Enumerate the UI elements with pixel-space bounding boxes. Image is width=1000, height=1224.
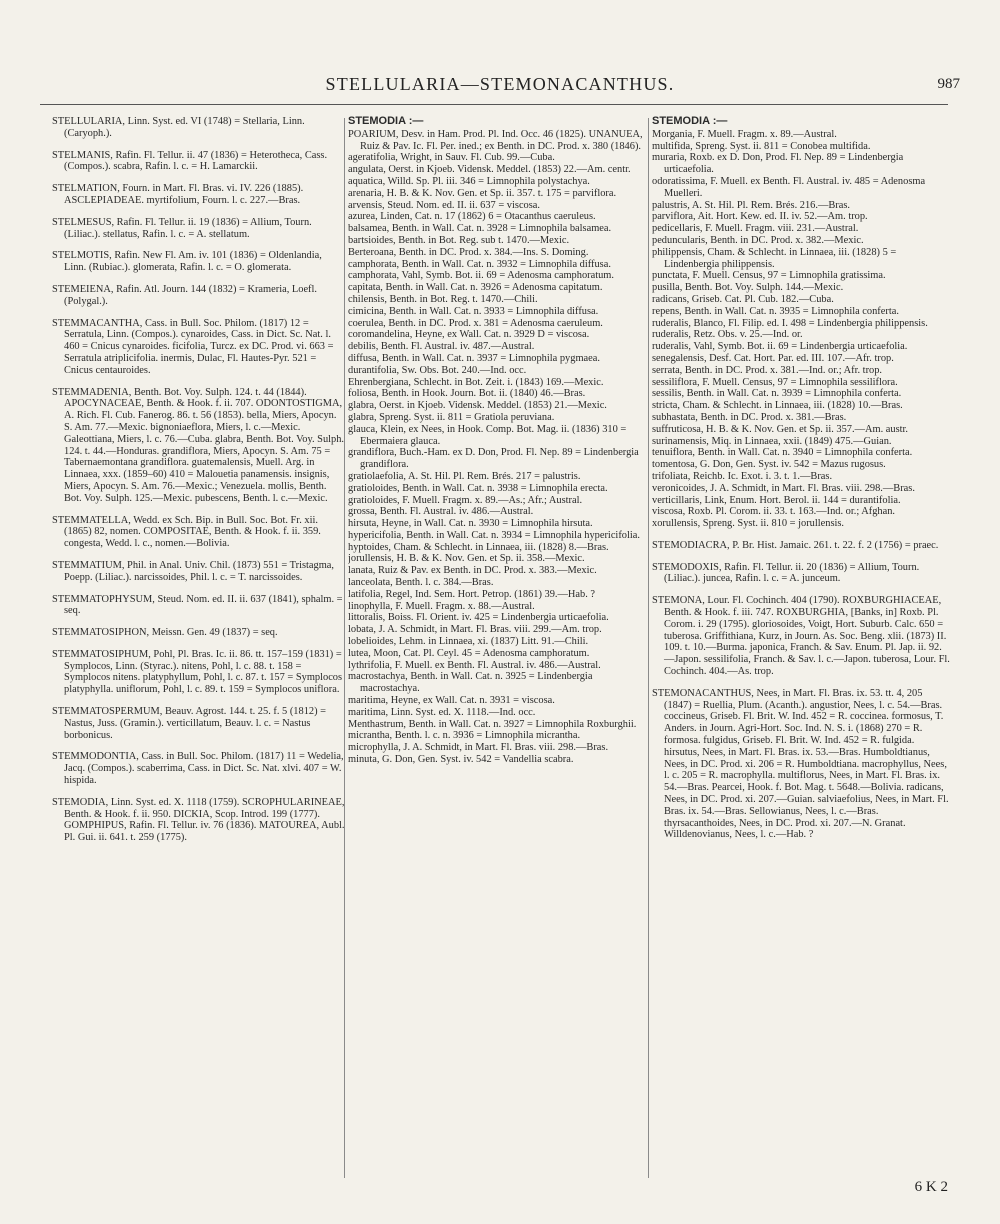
dictionary-entry: gratioloides, F. Muell. Fragm. x. 89.—As.; Afr.; Austral. [348,494,583,506]
dictionary-entry: aquatica, Willd. Sp. Pl. iii. 346 = Limnophila polystachya. [348,175,590,187]
dictionary-entry: hypericifolia, Benth. in Wall. Cat. n. 3934 = Limnophila hypericifolia. [348,529,640,541]
dictionary-entry: lutea, Moon, Cat. Pl. Ceyl. 45 = Adenosma camphoratum. [348,647,590,659]
dictionary-entry: STEMMATOSIPHUM, Pohl, Pl. Bras. Ic. ii. 86. tt. 157–159 (1831) = Symplocos, Linn. (Styrac.). nitens, Pohl, l. c. 88. t. 158 = Symplocos nitens. platyphyllum, Pohl, l. c. 87. t. 157 = Symplocos platyphylla. uniflorum, Pohl, l. c. 89. t. 159 = Symplocos uniflora. [52,648,343,696]
dictionary-entry: Berteroana, Benth. in DC. Prod. x. 384.—Ins. S. Doming. [348,246,589,258]
dictionary-entry: glabra, Oerst. in Kjoeb. Vidensk. Meddel. (1853) 21.—Mexic. [348,400,607,412]
header-rule [40,104,948,105]
dictionary-entry: stricta, Cham. & Schlecht. in Linnaea, iii. (1828) 10.—Bras. [652,400,903,412]
dictionary-entry: arvensis, Steud. Nom. ed. II. ii. 637 = viscosa. [348,199,540,211]
dictionary-entry: camphorata, Benth. in Wall. Cat. n. 3932 = Limnophila diffusa. [348,258,611,270]
page-header [40,74,960,104]
dictionary-entry: verticillaris, Link, Enum. Hort. Berol. ii. 144 = durantifolia. [652,494,901,506]
dictionary-entry: tomentosa, G. Don, Gen. Syst. iv. 542 = Mazus rugosus. [652,459,886,471]
dictionary-entry: azurea, Linden, Cat. n. 17 (1862) 6 = Otacanthus caeruleus. [348,211,596,223]
dictionary-entry: ruderalis, Blanco, Fl. Filip. ed. I. 498 = Lindenbergia philippensis. [652,317,928,329]
running-title: STELLULARIA—STEMONACANTHUS. [325,74,675,94]
dictionary-entry: philippensis, Cham. & Schlecht. in Linnaea, iii. (1828) 5 = Lindenbergia philippensis. [652,246,897,270]
dictionary-entry: STELLULARIA, Linn. Syst. ed. VI (1748) = Stellaria, Linn. (Caryoph.). [52,116,305,139]
dictionary-entry: STEMONA, Lour. Fl. Cochinch. 404 (1790). ROXBURGHIACEAE, Benth. & Hook. f. iii. 747. ROXBURGHIA, [Banks, in] Roxb. Pl. Corom. i. 29 (1795). gloriosoides, Voigt, Hort. Suburb. Calc. 650 = tuberosa. Griffithiana, Kurz, in Journ. As. Soc. Beng. xlii. (1873) II. 109. t. 10.—Burma. japonica, Franch. & Sav. Enum. Pl. Jap. ii. 92.—Japon. sessilifolia, Franch. & Sav. l. c.—Japon. tuberosa, Lour. Fl. Cochinch. 404.—As. trop. [652,595,950,678]
column-divider [648,118,649,1178]
dictionary-entry: viscosa, Roxb. Pl. Corom. ii. 33. t. 163.—Ind. or.; Afghan. [652,506,896,518]
dictionary-entry: parviflora, Ait. Hort. Kew. ed. II. iv. 52.—Am. trop. [652,211,868,223]
dictionary-entry: Menthastrum, Benth. in Wall. Cat. n. 3927 = Limnophila Roxburghii. [348,718,637,730]
dictionary-entry: trifoliata, Reichb. Ic. Exot. i. 3. t. 1.—Bras. [652,470,833,482]
dictionary-entry: gratioloides, Benth. in Wall. Cat. n. 3938 = Limnophila erecta. [348,482,608,494]
dictionary-entry: pusilla, Benth. Bot. Voy. Sulph. 144.—Mexic. [652,282,844,294]
dictionary-entry: senegalensis, Desf. Cat. Hort. Par. ed. III. 107.—Afr. trop. [652,352,894,364]
dictionary-entry: jorullensis, H. B. & K. Nov. Gen. et Sp. ii. 358.—Mexic. [348,553,585,565]
dictionary-entry: capitata, Benth. in Wall. Cat. n. 3926 = Adenosma capitatum. [348,282,603,294]
dictionary-entry: suffruticosa, H. B. & K. Nov. Gen. et Sp. ii. 357.—Am. austr. [652,423,908,435]
dictionary-entry: minuta, G. Don, Gen. Syst. iv. 542 = Vandellia scabra. [348,754,574,766]
dictionary-entry: STEMODIA, Linn. Syst. ed. X. 1118 (1759). SCROPHULARINEAE, Benth. & Hook. f. ii. 950. DICKIA, Scop. Introd. 199 (1777). GOMPHIPUS, Rafin. Fl. Tellur. iv. 76 (1836). MATOUREA, Aubl. Pl. Gui. ii. 641. t. 259 (1775). [52,796,345,844]
dictionary-entry: serrata, Benth. in DC. Prod. x. 381.—Ind. or.; Afr. trop. [652,364,883,376]
dictionary-entry: radicans, Griseb. Cat. Pl. Cub. 182.—Cuba. [652,293,834,305]
dictionary-entry: odoratissima, F. Muell. ex Benth. Fl. Austral. iv. 485 = Adenosma Muelleri. [652,175,926,199]
dictionary-entry: lythrifolia, F. Muell. ex Benth. Fl. Austral. iv. 486.—Austral. [348,659,601,671]
dictionary-entry: STEMMACANTHA, Cass. in Bull. Soc. Philom. (1817) 12 = Serratula, Linn. (Compos.). cynaroides, Cass. in Dict. Sc. Nat. l. 460 = Cnicus cynaroides. ficifolia, Turcz. ex DC. Prod. vi. 663 = Serratula atriplicifolia. inermis, Dulac, Fl. Hautes-Pyr. 521 = Cnicus centauroides. [52,317,334,376]
column-2 [348,116,648,1186]
dictionary-entry: angulata, Oerst. in Kjoeb. Vidensk. Meddel. (1853) 22.—Am. centr. [348,164,631,176]
dictionary-entry: punctata, F. Muell. Census, 97 = Limnophila gratissima. [652,270,886,282]
dictionary-entry: debilis, Benth. Fl. Austral. iv. 487.—Austral. [348,341,535,353]
dictionary-entry: palustris, A. St. Hil. Pl. Rem. Brés. 216.—Bras. [652,199,851,211]
dictionary-entry: STEMMATOSIPHON, Meissn. Gen. 49 (1837) = seq. [52,627,278,639]
dictionary-entry: ruderalis, Vahl, Symb. Bot. ii. 69 = Lindenbergia urticaefolia. [652,341,908,353]
dictionary-entry: camphorata, Vahl, Symb. Bot. ii. 69 = Adenosma camphoratum. [348,270,614,282]
dictionary-entry: peduncularis, Benth. in DC. Prod. x. 382.—Mexic. [652,234,864,246]
column-heading: STEMODIA :— [652,116,728,127]
dictionary-entry: coromandelina, Heyne, ex Wall. Cat. n. 3929 D = viscosa. [348,329,590,341]
column-divider [344,118,345,1178]
dictionary-entry: grandiflora, Buch.-Ham. ex D. Don, Prod. Fl. Nep. 89 = Lindenbergia grandiflora. [348,447,639,471]
dictionary-entry: STEMMATIUM, Phil. in Anal. Univ. Chil. (1873) 551 = Tristagma, Poepp. (Liliac.). narcissoides, Phil. l. c. = T. narcissoides. [52,559,334,583]
dictionary-entry: chilensis, Benth. in Bot. Reg. t. 1470.—Chili. [348,293,538,305]
dictionary-entry: STELMESUS, Rafin. Fl. Tellur. ii. 19 (1836) = Allium, Tourn. (Liliac.). stellatus, Rafin. l. c. = A. stellatum. [52,216,312,240]
dictionary-entry: grossa, Benth. Fl. Austral. iv. 486.—Austral. [348,506,534,518]
dictionary-entry: hyptoides, Cham. & Schlecht. in Linnaea, iii. (1828) 8.—Bras. [348,541,609,553]
dictionary-entry: pedicellaris, F. Muell. Fragm. viii. 231.—Austral. [652,223,859,235]
dictionary-entry: diffusa, Benth. in Wall. Cat. n. 3937 = Limnophila pygmaea. [348,352,600,364]
dictionary-entry: foliosa, Benth. in Hook. Journ. Bot. ii. (1840) 46.—Bras. [348,388,586,400]
dictionary-entry: Ehrenbergiana, Schlecht. in Bot. Zeit. i. (1843) 169.—Mexic. [348,376,604,388]
dictionary-entry: subhastata, Benth. in DC. Prod. x. 381.—Bras. [652,411,847,423]
dictionary-entry: latifolia, Regel, Ind. Sem. Hort. Petrop. (1861) 39.—Hab. ? [348,588,596,600]
dictionary-entry: STELMOTIS, Rafin. New Fl. Am. iv. 101 (1836) = Oldenlandia, Linn. (Rubiac.). glomerata, Rafin. l. c. = O. glomerata. [52,250,322,274]
dictionary-entry: ageratifolia, Wright, in Sauv. Fl. Cub. 99.—Cuba. [348,152,555,164]
dictionary-entry: STEMMATOSPERMUM, Beauv. Agrost. 144. t. 25. f. 5 (1812) = Nastus, Juss. (Gramin.). verticillatum, Beauv. l. c. = Nastus borbonicus. [52,706,327,741]
column-3 [652,116,952,1186]
dictionary-entry: STEMMATOPHYSUM, Steud. Nom. ed. II. ii. 637 (1841), sphalm. = seq. [52,593,343,617]
dictionary-entry: POARIUM, Desv. in Ham. Prod. Pl. Ind. Occ. 46 (1825). UNANUEA, Ruiz & Pav. Ic. Fl. Per. ined.; ex Benth. in DC. Prod. x. 380 (1846). [348,128,643,152]
dictionary-entry: glabra, Spreng. Syst. ii. 811 = Gratiola peruviana. [348,411,555,423]
dictionary-entry: sessiliflora, F. Muell. Census, 97 = Limnophila sessiliflora. [652,376,898,388]
dictionary-entry: cimicina, Benth. in Wall. Cat. n. 3933 = Limnophila diffusa. [348,305,599,317]
dictionary-entry: maritima, Heyne, ex Wall. Cat. n. 3931 = viscosa. [348,695,555,707]
dictionary-entry: muraria, Roxb. ex D. Don, Prod. Fl. Nep. 89 = Lindenbergia urticaefolia. [652,152,904,176]
dictionary-entry: STEMONACANTHUS, Nees, in Mart. Fl. Bras. ix. 53. tt. 4, 205 (1847) = Ruellia, Plum. (Acanth.). angustior, Nees, l. c. 54.—Bras. coccineus, Griseb. Fl. Brit. W. Ind. 452 = R. coccinea. formosus, T. Anders. in Journ. Agri-Hort. Soc. Ind. N. S. i. (1868) 270 = R. formosa. fulgidus, Griseb. Fl. Brit. W. Ind. 452 = R. fulgida. hirsutus, Nees, in Mart. Fl. Bras. ix. 53.—Bras. Humboldtianus, Nees, in DC. Prod. xi. 206 = R. Humboldtiana. macrophyllus, Nees, l. c. 205 = R. macrophylla. multiflorus, Nees, in Mart. Fl. Bras. ix. 54.—Bras. Pearcei, Hook. f. Bot. Mag. t. 5648.—Bolivia. radicans, Nees, in DC. Prod. xi. 207.—Guian. salviaefolius, Nees, in Mart. Fl. Bras. ix. 54.—Bras. Sellowianus, Nees, l. c.—Bras. thyrsacanthoides, Nees, in DC. Prod. xi. 207.—N. Granat. Willdenovianus, Nees, l. c.—Hab. ? [652,687,949,841]
dictionary-entry: bartsioides, Benth. in Bot. Reg. sub t. 1470.—Mexic. [348,234,570,246]
dictionary-entry: coerulea, Benth. in DC. Prod. x. 381 = Adenosma caeruleum. [348,317,603,329]
dictionary-entry: balsamea, Benth. in Wall. Cat. n. 3928 = Limnophila balsamea. [348,223,612,235]
dictionary-entry: lanceolata, Benth. l. c. 384.—Bras. [348,577,494,589]
dictionary-entry: gratiolaefolia, A. St. Hil. Pl. Rem. Brés. 217 = palustris. [348,470,581,482]
dictionary-entry: surinamensis, Miq. in Linnaea, xxii. (1849) 475.—Guian. [652,435,892,447]
dictionary-entry: lobelioides, Lehm. in Linnaea, xi. (1837) Litt. 91.—Chili. [348,636,589,648]
dictionary-entry: STEMODOXIS, Rafin. Fl. Tellur. ii. 20 (1836) = Allium, Tourn. (Liliac.). juncea, Rafin. l. c. = A. junceum. [652,561,920,585]
dictionary-entry: STEMODIACRA, P. Br. Hist. Jamaic. 261. t. 22. f. 2 (1756) = praec. [652,539,939,551]
dictionary-entry: littoralis, Boiss. Fl. Orient. iv. 425 = Lindenbergia urticaefolia. [348,612,609,624]
dictionary-entry: STEMMODONTIA, Cass. in Bull. Soc. Philom. (1817) 11 = Wedelia, Jacq. (Compos.). scaberrima, Cass. in Dict. Sc. Nat. xlvi. 407 = W. hispida. [52,751,344,787]
dictionary-entry: xorullensis, Spreng. Syst. ii. 810 = jorullensis. [652,518,845,530]
dictionary-entry: hirsuta, Heyne, in Wall. Cat. n. 3930 = Limnophila hirsuta. [348,518,593,530]
dictionary-entry: repens, Benth. in Wall. Cat. n. 3935 = Limnophila conferta. [652,305,899,317]
dictionary-entry: linophylla, F. Muell. Fragm. x. 88.—Austral. [348,600,535,612]
dictionary-entry: STELMATION, Fourn. in Mart. Fl. Bras. vi. IV. 226 (1885). ASCLEPIADEAE. myrtifolium, Fourn. l. c. 227.—Bras. [52,183,304,206]
dictionary-entry: tenuiflora, Benth. in Wall. Cat. n. 3940 = Limnophila conferta. [652,447,913,459]
dictionary-entry: macrostachya, Benth. in Wall. Cat. n. 3925 = Lindenbergia macrostachya. [348,671,593,695]
dictionary-entry: Morgania, F. Muell. Fragm. x. 89.—Austral. [652,128,837,140]
dictionary-entry: STEMMADENIA, Benth. Bot. Voy. Sulph. 124. t. 44 (1844). APOCYNACEAE, Benth. & Hook. f. ii. 707. ODONTOSTIGMA, A. Rich. Fl. Cub. Fanerog. 86. t. 56 (1853). bella, Miers, Apocyn. S. Am. 77.—Mexic. bignoniaeflora, Miers, l. c.—Mexic. Galeottiana, Miers, l. c. 76.—Cuba. glabra, Benth. Bot. Voy. Sulph. 124. t. 44.—Honduras. grandiflora, Miers, Apocyn. S. Am. 75 = Tabernaemontana grandiflora. guatemalensis, Muell. Arg. in Linnaea, xxx. (1859–60) 410 = Malouetia panamensis. insignis, Miers, Apocyn. S. Am. 76.—Mexic.; Venezuela. mollis, Benth. Bot. Voy. Sulph. 125.—Mexic. pubescens, Benth. l. c.—Mexic. [52,386,345,504]
dictionary-entry: microphylla, J. A. Schmidt, in Mart. Fl. Bras. viii. 298.—Bras. [348,742,609,754]
dictionary-entry: lobata, J. A. Schmidt, in Mart. Fl. Bras. viii. 299.—Am. trop. [348,624,602,636]
column-heading: STEMODIA :— [348,116,424,127]
dictionary-entry: micrantha, Benth. l. c. n. 3936 = Limnophila micrantha. [348,730,581,742]
printer-signature: 6 K 2 [914,1179,948,1195]
dictionary-entry: arenaria, H. B. & K. Nov. Gen. et Sp. ii. 357. t. 175 = parviflora. [348,187,617,199]
dictionary-entry: STELMANIS, Rafin. Fl. Tellur. ii. 47 (1836) = Heterotheca, Cass. (Compos.). scabra, Rafin. l. c. = H. Lamarckii. [52,149,328,173]
dictionary-entry: STEMEIENA, Rafin. Atl. Journ. 144 (1832) = Krameria, Loefl. (Polygal.). [52,283,317,307]
dictionary-entry: ruderalis, Retz. Obs. v. 25.—Ind. or. [652,329,803,341]
dictionary-entry: sessilis, Benth. in Wall. Cat. n. 3939 = Limnophila conferta. [652,388,902,400]
page-number: 987 [937,76,960,92]
column-1 [52,116,346,1186]
dictionary-entry: durantifolia, Sw. Obs. Bot. 240.—Ind. occ. [348,364,527,376]
dictionary-entry: veronicoides, J. A. Schmidt, in Mart. Fl. Bras. viii. 298.—Bras. [652,482,915,494]
dictionary-entry: glauca, Klein, ex Nees, in Hook. Comp. Bot. Mag. ii. (1836) 310 = Ebermaiera glauca. [348,423,627,447]
dictionary-entry: STEMMATELLA, Wedd. ex Sch. Bip. in Bull. Soc. Bot. Fr. xii. (1865) 82, nomen. COMPOSITAE, Benth. & Hook. f. ii. 359. congesta, Wedd. l. c., nomen.—Bolivia. [52,514,321,550]
dictionary-entry: multifida, Spreng. Syst. ii. 811 = Conobea multifida. [652,140,871,152]
dictionary-entry: lanata, Ruiz & Pav. ex Benth. in DC. Prod. x. 383.—Mexic. [348,565,597,577]
dictionary-entry: maritima, Linn. Syst. ed. X. 1118.—Ind. occ. [348,706,536,718]
